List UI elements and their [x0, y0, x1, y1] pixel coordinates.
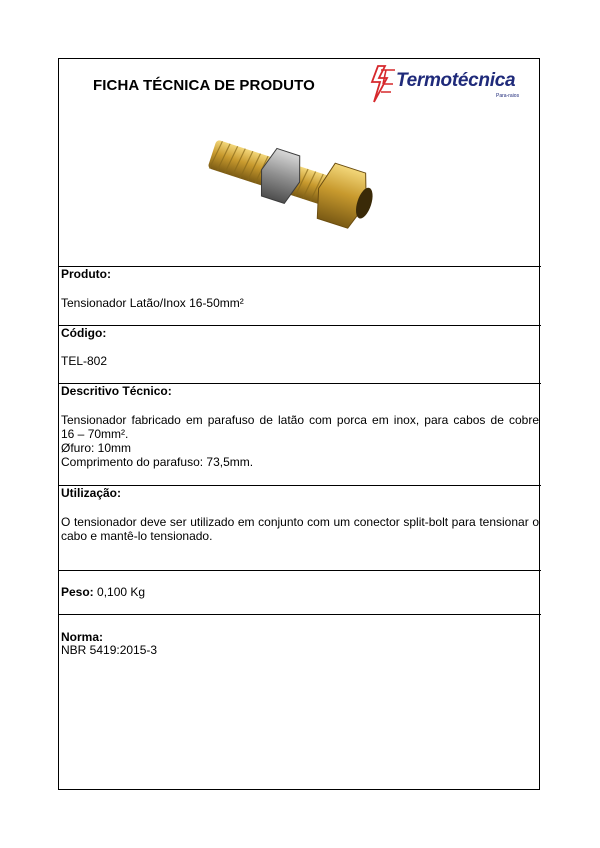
- produto-label: Produto:: [61, 267, 111, 281]
- brand-name: Termotécnica: [396, 70, 516, 91]
- norma-value: NBR 5419:2015-3: [61, 643, 158, 657]
- text-line: O tensionador deve ser utilizado em conjunto com um conector split-bolt para tensionar o: [61, 515, 539, 529]
- brand-subtitle: Para-raios: [496, 93, 520, 99]
- descritivo-label: Descritivo Técnico:: [61, 384, 172, 398]
- divider: [59, 485, 541, 486]
- descritivo-text: [61, 413, 539, 469]
- norma-label: Norma:: [61, 630, 104, 644]
- peso-value: 0,100 Kg: [97, 585, 146, 599]
- divider: [59, 325, 541, 326]
- utilizacao-text: [61, 515, 539, 543]
- text-line: Tensionador fabricado em parafuso de latão com porca em inox, para cabos de cobre: [61, 413, 539, 427]
- brand-logo: [369, 64, 539, 104]
- text-line: Comprimento do parafuso: 73,5mm.: [61, 455, 254, 469]
- divider: [59, 570, 541, 571]
- text-line: cabo e mantê-lo tensionado.: [61, 529, 213, 543]
- page-title: FICHA TÉCNICA DE PRODUTO: [93, 77, 315, 94]
- peso-row: [61, 585, 145, 599]
- header: [59, 59, 539, 107]
- product-sheet: [58, 58, 540, 790]
- product-photo: [199, 129, 399, 239]
- text-line: 16 – 70mm².: [61, 427, 129, 441]
- codigo-value: TEL-802: [61, 354, 108, 368]
- produto-value: Tensionador Latão/Inox 16-50mm²: [61, 296, 244, 310]
- codigo-label: Código:: [61, 326, 107, 340]
- utilizacao-label: Utilização:: [61, 486, 122, 500]
- lightning-icon: [369, 64, 397, 104]
- divider: [59, 266, 541, 267]
- peso-label: Peso:: [61, 585, 94, 599]
- divider: [59, 614, 541, 615]
- text-line: Øfuro: 10mm: [61, 441, 132, 455]
